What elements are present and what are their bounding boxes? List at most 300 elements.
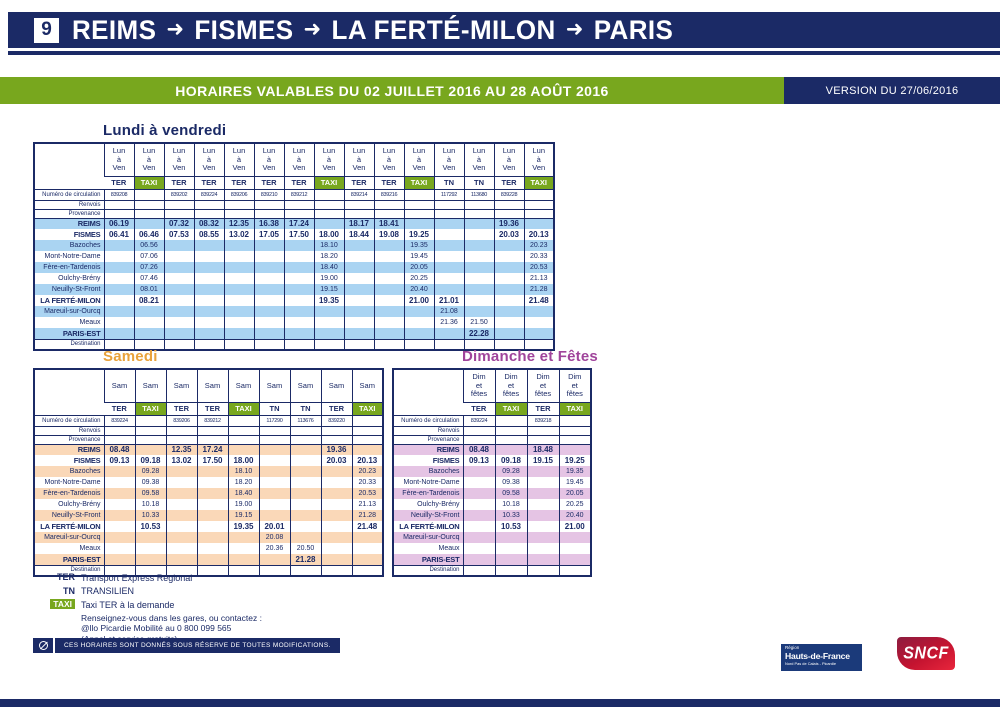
renvois-cell — [527, 426, 559, 435]
time-cell — [284, 262, 314, 273]
time-cell: 08.32 — [194, 218, 224, 229]
time-cell — [374, 273, 404, 284]
time-cell — [284, 251, 314, 262]
timetable-saturday — [33, 348, 384, 577]
time-cell: 19.15 — [527, 455, 559, 466]
provenance-cell — [254, 209, 284, 218]
time-cell — [197, 543, 228, 554]
time-cell — [164, 306, 194, 317]
station-row — [34, 251, 554, 262]
provenance-cell — [224, 209, 254, 218]
provenance-cell — [197, 435, 228, 444]
renvois-cell — [166, 426, 197, 435]
time-cell — [166, 466, 197, 477]
time-cell: 20.53 — [352, 488, 383, 499]
time-cell: 09.28 — [495, 466, 527, 477]
time-cell: 19.35 — [314, 295, 344, 306]
time-cell — [290, 477, 321, 488]
provenance-cell — [290, 435, 321, 444]
row-label-destination: Destination — [34, 565, 104, 576]
time-cell — [224, 328, 254, 339]
provenance-cell — [374, 209, 404, 218]
station-row — [34, 499, 383, 510]
train-number-cell: 839206 — [166, 415, 197, 426]
station-label: Meaux — [438, 545, 460, 552]
provenance-cell — [404, 209, 434, 218]
provenance-cell — [135, 435, 166, 444]
provenance-cell — [524, 209, 554, 218]
time-cell — [259, 499, 290, 510]
time-cell — [463, 543, 495, 554]
route-header-bar — [8, 12, 1000, 48]
train-number-cell — [524, 189, 554, 200]
time-cell — [164, 317, 194, 328]
train-number-cell — [495, 415, 527, 426]
time-cell — [166, 477, 197, 488]
region-logo-line1: Région — [785, 645, 800, 650]
day-header-cell: Lun à Ven — [494, 143, 524, 176]
station-row — [393, 532, 591, 543]
train-number-cell: 113680 — [464, 189, 494, 200]
renvois-cell — [524, 200, 554, 209]
time-cell — [194, 284, 224, 295]
station-label: FISMES — [432, 456, 460, 465]
day-header-cell: Sam — [259, 369, 290, 402]
station-row — [34, 262, 554, 273]
time-cell — [494, 273, 524, 284]
time-cell: 10.33 — [495, 510, 527, 521]
day-header-cell: Lun à Ven — [224, 143, 254, 176]
time-cell: 18.00 — [228, 455, 259, 466]
time-cell — [104, 262, 134, 273]
provenance-cell — [352, 435, 383, 444]
route-stop: LA FERTÉ-MILON — [331, 14, 556, 45]
time-cell — [104, 554, 135, 565]
renvois-cell — [134, 200, 164, 209]
day-header-cell: Lun à Ven — [284, 143, 314, 176]
service-type-cell: TER — [197, 402, 228, 415]
notice-bar — [55, 638, 340, 653]
provenance-cell — [494, 209, 524, 218]
time-cell — [527, 466, 559, 477]
station-label: REIMS — [34, 218, 104, 229]
time-cell — [494, 328, 524, 339]
time-cell — [559, 444, 591, 455]
service-type-cell: TER — [104, 176, 134, 189]
time-cell — [352, 444, 383, 455]
time-cell — [104, 543, 135, 554]
validity-text: HORAIRES VALABLES DU 02 JUILLET 2016 AU 28 AOÛT 2016 — [175, 82, 609, 99]
day-header-cell: Lun à Ven — [434, 143, 464, 176]
time-cell: 21.00 — [404, 295, 434, 306]
time-cell — [344, 251, 374, 262]
provenance-cell — [104, 435, 135, 444]
train-number-cell — [404, 189, 434, 200]
time-cell: 12.35 — [166, 444, 197, 455]
destination-cell — [259, 565, 290, 576]
provenance-cell — [228, 435, 259, 444]
provenance-cell — [434, 209, 464, 218]
time-cell: 21.36 — [434, 317, 464, 328]
time-cell — [104, 499, 135, 510]
station-label: Neuilly-St-Front — [393, 510, 463, 521]
train-number-cell — [352, 415, 383, 426]
time-cell — [374, 317, 404, 328]
time-cell: 07.32 — [164, 218, 194, 229]
time-cell: 09.58 — [135, 488, 166, 499]
time-cell — [194, 317, 224, 328]
time-cell: 08.01 — [134, 284, 164, 295]
renvois-cell — [344, 200, 374, 209]
destination-cell — [290, 565, 321, 576]
version-text: VERSION DU 27/06/2016 — [825, 84, 959, 97]
time-cell — [321, 499, 352, 510]
legend-text-taxi: Taxi TER à la demande — [81, 599, 175, 610]
time-cell: 17.50 — [197, 455, 228, 466]
time-cell — [197, 532, 228, 543]
service-type-cell: TN — [290, 402, 321, 415]
service-type-cell: TAXI — [134, 176, 164, 189]
time-cell — [464, 273, 494, 284]
provenance-cell — [164, 209, 194, 218]
time-cell — [197, 466, 228, 477]
route-title — [72, 14, 673, 46]
service-type-cell: TAXI — [314, 176, 344, 189]
time-cell — [104, 521, 135, 532]
station-row — [34, 317, 554, 328]
legend-item-taxi — [33, 599, 262, 610]
time-cell — [344, 295, 374, 306]
time-cell — [463, 499, 495, 510]
provenance-cell — [194, 209, 224, 218]
time-cell — [197, 554, 228, 565]
time-cell: 18.00 — [314, 229, 344, 240]
time-cell — [495, 444, 527, 455]
time-cell: 06.41 — [104, 229, 134, 240]
time-cell — [463, 532, 495, 543]
station-label: Fère-en-Tardenois — [34, 262, 104, 273]
time-cell: 20.25 — [559, 499, 591, 510]
time-cell — [404, 306, 434, 317]
time-cell: 06.46 — [134, 229, 164, 240]
provenance-cell — [134, 209, 164, 218]
renvois-cell — [464, 200, 494, 209]
time-cell — [166, 532, 197, 543]
station-label: Mareuil-sur-Ourcq — [393, 532, 463, 543]
time-cell: 20.25 — [404, 273, 434, 284]
time-cell — [284, 295, 314, 306]
time-cell: 19.45 — [404, 251, 434, 262]
time-cell — [352, 532, 383, 543]
time-cell: 08.48 — [104, 444, 135, 455]
time-cell — [344, 262, 374, 273]
service-type-cell: TER — [344, 176, 374, 189]
provenance-cell — [259, 435, 290, 444]
time-cell — [197, 477, 228, 488]
route-arrow-icon: ➜ — [303, 17, 322, 41]
provenance-cell — [344, 209, 374, 218]
time-cell — [321, 488, 352, 499]
time-cell — [224, 251, 254, 262]
time-cell: 20.08 — [259, 532, 290, 543]
service-type-cell: TAXI — [135, 402, 166, 415]
destination-cell — [321, 565, 352, 576]
time-cell — [374, 262, 404, 273]
time-cell — [464, 240, 494, 251]
time-cell — [164, 273, 194, 284]
row-label-provenance: Provenance — [34, 435, 104, 444]
day-header-cell: Dim et fêtes — [463, 369, 495, 402]
time-cell — [259, 488, 290, 499]
station-label: REIMS — [393, 444, 463, 455]
time-cell — [228, 543, 259, 554]
time-cell: 21.13 — [352, 499, 383, 510]
time-cell — [314, 317, 344, 328]
region-logo-line2: Hauts-de-France — [785, 650, 850, 661]
time-cell: 09.38 — [495, 477, 527, 488]
time-cell: 10.18 — [135, 499, 166, 510]
station-label: Bazoches — [393, 466, 463, 477]
time-cell: 21.01 — [434, 295, 464, 306]
station-row — [34, 218, 554, 229]
time-cell — [284, 284, 314, 295]
timetable-grid-weekdays — [33, 142, 555, 351]
time-cell: 18.44 — [344, 229, 374, 240]
time-cell: 21.50 — [464, 317, 494, 328]
service-type-cell: TER — [104, 402, 135, 415]
time-cell — [527, 499, 559, 510]
time-cell — [374, 284, 404, 295]
time-cell: 17.50 — [284, 229, 314, 240]
station-label: Oulchy-Brény — [58, 275, 101, 282]
time-cell: 08.55 — [194, 229, 224, 240]
provenance-cell — [495, 435, 527, 444]
time-cell — [134, 218, 164, 229]
time-cell: 07.26 — [134, 262, 164, 273]
destination-cell — [527, 565, 559, 576]
time-cell: 07.53 — [164, 229, 194, 240]
time-cell: 21.28 — [290, 554, 321, 565]
table-corner-cell — [393, 369, 463, 415]
day-header-cell: Lun à Ven — [194, 143, 224, 176]
renvois-cell — [290, 426, 321, 435]
time-cell — [404, 218, 434, 229]
day-header-cell: Lun à Ven — [404, 143, 434, 176]
time-cell — [284, 317, 314, 328]
time-cell — [194, 240, 224, 251]
legend-text-tn: TRANSILIEN — [81, 586, 135, 596]
provenance-cell — [463, 435, 495, 444]
time-cell — [194, 251, 224, 262]
time-cell — [434, 229, 464, 240]
time-cell — [224, 240, 254, 251]
time-cell — [495, 554, 527, 565]
time-cell — [434, 284, 464, 295]
time-cell — [134, 317, 164, 328]
time-cell: 21.08 — [434, 306, 464, 317]
time-cell — [494, 295, 524, 306]
time-cell: 20.50 — [290, 543, 321, 554]
time-cell — [197, 499, 228, 510]
station-row — [34, 306, 554, 317]
time-cell — [524, 218, 554, 229]
route-arrow-icon: ➜ — [166, 17, 185, 41]
time-cell — [559, 532, 591, 543]
sncf-logo — [897, 637, 955, 670]
time-cell: 17.24 — [197, 444, 228, 455]
time-cell — [290, 455, 321, 466]
time-cell: 19.45 — [559, 477, 591, 488]
renvois-cell — [224, 200, 254, 209]
day-header-cell: Sam — [197, 369, 228, 402]
renvois-cell — [404, 200, 434, 209]
time-cell — [434, 273, 464, 284]
time-cell — [104, 251, 134, 262]
time-cell — [166, 554, 197, 565]
station-row — [393, 499, 591, 510]
time-cell — [290, 521, 321, 532]
time-cell — [290, 466, 321, 477]
time-cell — [321, 543, 352, 554]
day-header-cell: Lun à Ven — [164, 143, 194, 176]
time-cell — [527, 543, 559, 554]
service-type-cell: TAXI — [352, 402, 383, 415]
station-row — [34, 543, 383, 554]
day-header-cell: Lun à Ven — [134, 143, 164, 176]
service-type-cell: TER — [527, 402, 559, 415]
time-cell — [494, 240, 524, 251]
time-cell — [344, 273, 374, 284]
time-cell: 20.33 — [352, 477, 383, 488]
time-cell — [104, 328, 134, 339]
provenance-cell — [314, 209, 344, 218]
time-cell — [344, 317, 374, 328]
row-label-circulation: Numéro de circulation — [34, 415, 104, 426]
station-label: Bazoches — [34, 466, 104, 477]
time-cell: 20.40 — [404, 284, 434, 295]
time-cell: 21.28 — [524, 284, 554, 295]
station-label: FISMES — [73, 230, 101, 239]
renvois-cell — [254, 200, 284, 209]
time-cell — [290, 488, 321, 499]
time-cell — [259, 466, 290, 477]
provenance-cell — [559, 435, 591, 444]
time-cell: 17.24 — [284, 218, 314, 229]
line-number-badge — [34, 18, 59, 43]
renvois-cell — [374, 200, 404, 209]
time-cell: 10.53 — [135, 521, 166, 532]
time-cell — [254, 317, 284, 328]
provenance-cell — [527, 435, 559, 444]
time-cell — [254, 306, 284, 317]
train-number-cell: 839224 — [104, 415, 135, 426]
validity-banner — [0, 77, 784, 104]
time-cell: 20.23 — [524, 240, 554, 251]
train-number-cell: 113676 — [290, 415, 321, 426]
route-stop: FISMES — [194, 14, 294, 45]
train-number-cell: 117292 — [434, 189, 464, 200]
station-label: Mareuil-sur-Ourcq — [34, 532, 104, 543]
train-number-cell: 117290 — [259, 415, 290, 426]
timetable-grid-sunday — [392, 368, 592, 577]
station-label: Mont-Notre-Dame — [44, 479, 101, 486]
train-number-cell: 839216 — [374, 189, 404, 200]
time-cell — [374, 328, 404, 339]
train-number-cell — [559, 415, 591, 426]
train-number-cell — [134, 189, 164, 200]
station-row — [34, 532, 383, 543]
timetable-grid-saturday — [33, 368, 384, 577]
time-cell — [463, 521, 495, 532]
service-type-cell: TN — [464, 176, 494, 189]
time-cell: 16.38 — [254, 218, 284, 229]
time-cell — [166, 499, 197, 510]
time-cell — [166, 543, 197, 554]
time-cell — [463, 466, 495, 477]
day-header-cell: Lun à Ven — [464, 143, 494, 176]
time-cell — [434, 240, 464, 251]
service-type-cell: TAXI — [559, 402, 591, 415]
destination-cell — [463, 565, 495, 576]
time-cell: 09.13 — [104, 455, 135, 466]
station-label: LA FERTÉ-MILON — [40, 522, 101, 531]
renvois-cell — [434, 200, 464, 209]
time-cell: 20.05 — [559, 488, 591, 499]
time-cell: 09.18 — [495, 455, 527, 466]
time-cell — [352, 543, 383, 554]
time-cell — [344, 240, 374, 251]
row-label-provenance: Provenance — [393, 435, 463, 444]
station-label: PARIS-EST — [34, 328, 104, 339]
time-cell — [254, 262, 284, 273]
station-label: Mont-Notre-Dame — [44, 253, 101, 260]
time-cell — [495, 532, 527, 543]
time-cell — [197, 521, 228, 532]
time-cell — [254, 251, 284, 262]
time-cell: 18.17 — [344, 218, 374, 229]
legend — [33, 572, 262, 644]
time-cell — [404, 317, 434, 328]
station-row — [34, 295, 554, 306]
time-cell: 19.35 — [228, 521, 259, 532]
region-logo-line3: Nord Pas de Calais - Picardie — [785, 660, 837, 666]
time-cell: 20.05 — [404, 262, 434, 273]
renvois-cell — [494, 200, 524, 209]
time-cell — [104, 306, 134, 317]
station-label: LA FERTÉ-MILON — [399, 522, 460, 531]
time-cell: 19.36 — [494, 218, 524, 229]
time-cell: 09.28 — [135, 466, 166, 477]
service-type-cell: TER — [224, 176, 254, 189]
station-row — [34, 477, 383, 488]
legend-item-tn — [33, 586, 262, 597]
time-cell — [464, 295, 494, 306]
service-type-cell: TAXI — [495, 402, 527, 415]
time-cell: 20.13 — [524, 229, 554, 240]
renvois-cell — [352, 426, 383, 435]
renvois-cell — [104, 426, 135, 435]
time-cell: 21.48 — [352, 521, 383, 532]
train-number-cell: 839202 — [164, 189, 194, 200]
table-title-saturday: Samedi — [103, 348, 158, 365]
station-label: LA FERTÉ-MILON — [40, 296, 101, 305]
legend-note-line: Renseignez-vous dans les gares, ou contactez : — [81, 612, 262, 623]
time-cell — [164, 284, 194, 295]
service-type-cell: TN — [259, 402, 290, 415]
time-cell — [527, 521, 559, 532]
station-label: Neuilly-St-Front — [34, 510, 104, 521]
row-label-provenance: Provenance — [34, 209, 104, 218]
